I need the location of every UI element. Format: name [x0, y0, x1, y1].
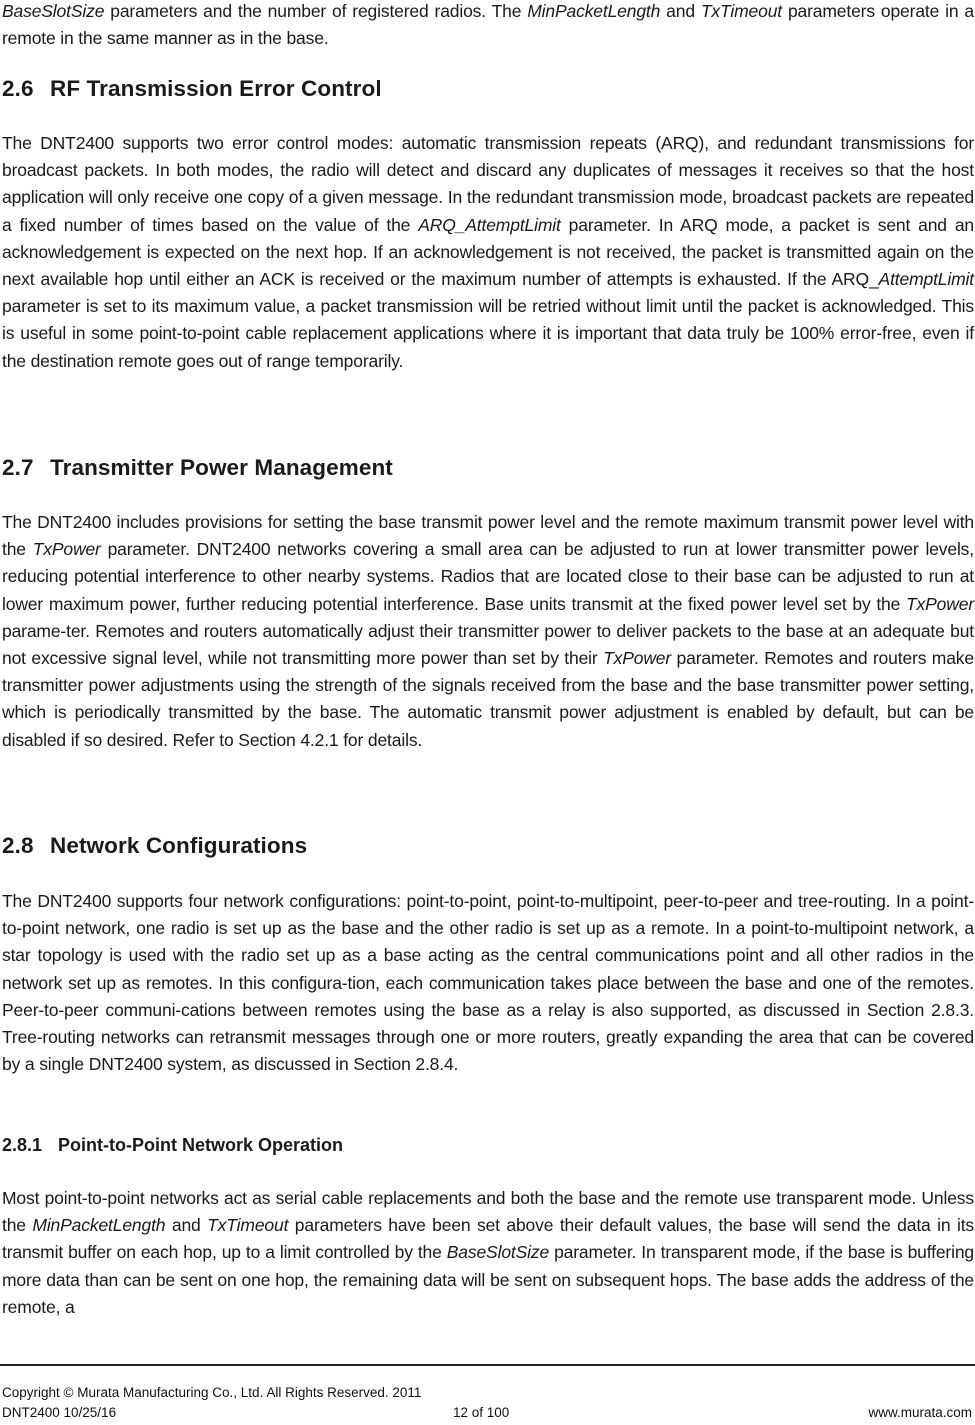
text-run: Most point-to-point networks act as serial cable replacements and both the base and the remote use transparent mode. Unless the — [2, 1188, 974, 1236]
italic-parameter-name: TxTimeout — [700, 1, 783, 21]
text-run: The DNT2400 includes provisions for setting the base transmit power level and the remote maximum transmit power level with the — [2, 512, 974, 560]
section-number: 2.8 — [2, 833, 34, 858]
subsection-number: 2.8.1 — [2, 1135, 43, 1155]
section-2-8-paragraph — [2, 888, 974, 1078]
italic-parameter-name: ARQ_AttemptLimit — [418, 214, 561, 235]
text-run: parameter. Remotes and routers make transmitter power adjustments using the strength of the signals received from the base and the base transmitter power setting, which is periodically transmitted by the base. The automatic transmit power adjustment is enabled by default, but can be disabled if so desired. Refer to Section 4.2.1 for details. — [2, 648, 974, 750]
footer-doc-id: DNT2400 10/25/16 — [2, 1405, 117, 1420]
section-title: Transmitter Power Management — [50, 455, 393, 480]
italic-parameter-name: TxPower — [32, 539, 101, 560]
footer-url: www.murata.com — [868, 1405, 972, 1420]
italic-parameter-name: BaseSlotSize — [2, 1, 105, 21]
section-2-7-paragraph — [2, 509, 974, 754]
italic-parameter-name: MinPacketLength — [32, 1215, 166, 1236]
subsection-title: Point-to-Point Network Operation — [58, 1135, 343, 1155]
section-2-6-heading — [2, 76, 382, 102]
text-run: and — [165, 1215, 208, 1236]
italic-parameter-name: TxPower — [906, 593, 974, 614]
text-run: parameter is set to its maximum value, a packet transmission will be retried without limit until the packet is acknowledged. This is useful in some point-to-point cable replacement applications where it is important that data truly be 100% error-free, even if the destination remote goes out of range temporarily. — [2, 296, 974, 371]
text-run: and — [660, 1, 701, 21]
section-2-8-1-paragraph — [2, 1185, 974, 1321]
italic-parameter-name: MinPacketLength — [527, 1, 661, 21]
text-run: parameters operate in a remote in the same manner as in the base. — [2, 1, 974, 49]
section-title: RF Transmission Error Control — [50, 76, 382, 101]
intro-paragraph — [2, 0, 974, 52]
italic-parameter-name: TxPower — [603, 648, 672, 669]
text-run: parameter. In ARQ mode, a packet is sent and an acknowledgement is expected on the next hop. If an acknowledgement is not received, the packet is transmitted again on the next available hop until either an ACK is received or the maximum number of attempts is exhausted. If the ARQ_ — [2, 214, 974, 290]
footer-divider — [0, 1364, 975, 1366]
section-2-6-paragraph — [2, 130, 974, 375]
section-number: 2.6 — [2, 76, 34, 101]
italic-parameter-name: BaseSlotSize — [446, 1242, 550, 1263]
footer-copyright: Copyright © Murata Manufacturing Co., Ltd. All Rights Reserved. 2011 — [2, 1385, 422, 1400]
text-run: parameter. DNT2400 networks covering a small area can be adjusted to run at lower transmitter power levels, reducing potential interference to other nearby systems. Radios that are located close to their base can be adjusted to run at lower maximum power, further reducing potential interference. Base units transmit at the fixed power level set by the — [2, 539, 974, 614]
section-title: Network Configurations — [50, 833, 308, 858]
text-run: The DNT2400 supports four network configurations: point-to-point, point-to-multipoint, peer-to-peer and tree-routing. In a point-to-point network, one radio is set up as the base and the other radio is set up as a remote. In a point-to-multipoint network, a star topology is used with the radio set up as a base acting as the central communications point and all other radios in the network set up as remotes. In this configura-tion, each communication takes place between the base and one of the remotes. Peer-to-peer communi-cations between remotes using the base as a relay is also supported, as discussed in Section 2.8.3. Tree-routing networks can retransmit messages through one or more routers, greatly expanding the area that can be covered by a single DNT2400 system, as discussed in Section 2.8.4. — [2, 891, 974, 1075]
text-run: parameters and the number of registered radios. The — [104, 1, 528, 21]
section-number: 2.7 — [2, 455, 34, 480]
italic-parameter-name: AttemptLimit — [878, 269, 974, 290]
footer-page-number: 12 of 100 — [453, 1405, 510, 1420]
text-run: The DNT2400 supports two error control modes: automatic transmission repeats (ARQ), and redundant transmissions for broadcast packets. In both modes, the radio will detect and discard any duplicates of messages it receives so that the host application will only receive one copy of a given message. In the redundant transmission mode, broadcast packets are repeated a fixed number of times based on the value of the — [2, 133, 974, 235]
section-2-8-1-heading — [2, 1135, 343, 1156]
text-run: parame-ter. Remotes and routers automatically adjust their transmitter power to deliver packets to the base at an adequate but not excessive signal level, while not transmitting more power than set by their — [2, 620, 974, 669]
section-2-7-heading — [2, 455, 393, 481]
text-run: parameter. In transparent mode, if the base is buffering more data than can be sent on one hop, the remaining data will be sent on subsequent hops. The base adds the address of the remote, a — [2, 1242, 975, 1317]
section-2-8-heading — [2, 833, 307, 859]
text-run: parameters have been set above their default values, the base will send the data in its transmit buffer on each hop, up to a limit controlled by the — [2, 1215, 975, 1263]
italic-parameter-name: TxTimeout — [207, 1215, 289, 1236]
